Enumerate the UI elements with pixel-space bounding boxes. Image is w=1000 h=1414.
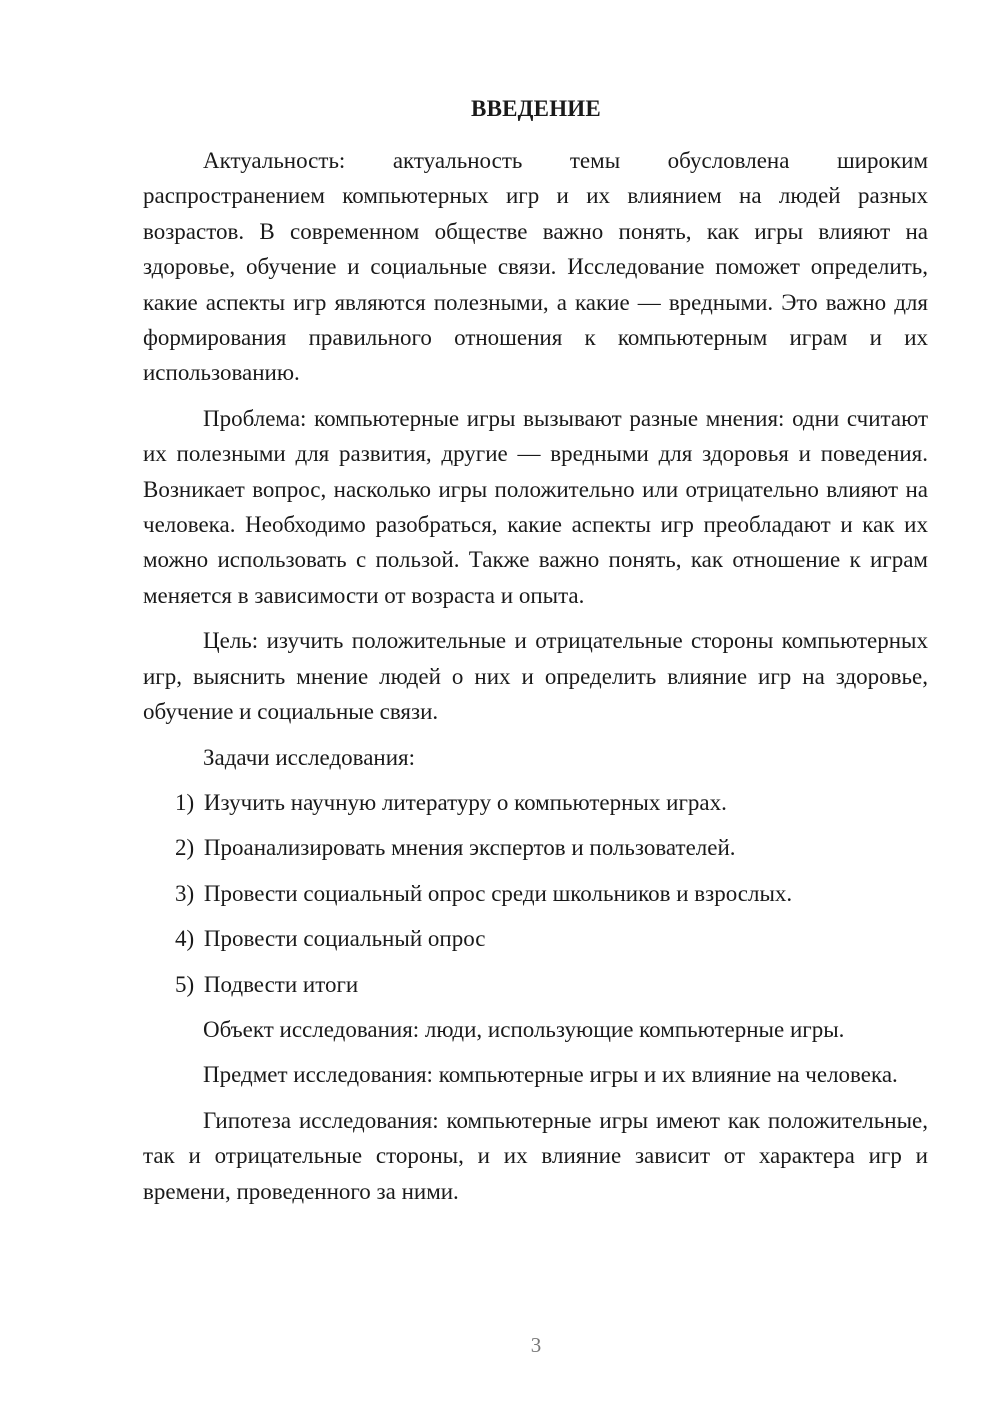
document-body bbox=[143, 143, 928, 1209]
object-paragraph: Объект исследования: люди, использующие компьютерные игры. bbox=[203, 1016, 845, 1042]
tasks-heading: Задачи исследования: bbox=[203, 744, 416, 770]
list-item bbox=[143, 785, 928, 820]
task-text: Подвести итоги bbox=[203, 971, 359, 997]
list-item bbox=[143, 921, 928, 956]
tasks-list bbox=[143, 785, 928, 1002]
goal-paragraph: Цель: изучить положительные и отрицательные стороны компьютерных игр, выяснить мнение людей о них и определить влияние игр на здоровье, обучение и социальные связи. bbox=[143, 628, 928, 725]
list-item bbox=[143, 830, 928, 865]
subject-paragraph: Предмет исследования: компьютерные игры и их влияние на человека. bbox=[203, 1062, 898, 1088]
hypothesis-paragraph: Гипотеза исследования: компьютерные игры имеют как положительные, так и отрицательные стороны, и их влияние зависит от характера игр и времени, проведенного за ними. bbox=[143, 1107, 928, 1204]
task-number: 1) bbox=[175, 789, 195, 815]
task-text: Проанализировать мнения экспертов и пользователей. bbox=[203, 835, 736, 861]
task-text: Провести социальный опрос среди школьников и взрослых. bbox=[203, 880, 793, 906]
task-text: Изучить научную литературу о компьютерных играх. bbox=[203, 789, 727, 815]
task-text: Провести социальный опрос bbox=[203, 926, 486, 952]
task-number: 3) bbox=[175, 880, 195, 906]
list-item bbox=[143, 876, 928, 911]
task-number: 4) bbox=[175, 926, 195, 952]
task-number: 2) bbox=[175, 835, 195, 861]
page-title: ВВЕДЕНИЕ bbox=[471, 96, 601, 121]
problem-paragraph: Проблема: компьютерные игры вызывают разные мнения: одни считают их полезными для развития, другие — вредными для здоровья и поведения. Возникает вопрос, насколько игры положительно или отрицательно влияют на человека. Необходимо разобраться, какие аспекты игр преобладают и как их можно использовать с пользой. Также важно понять, как отношение к играм меняется в зависимости от возраста и опыта. bbox=[143, 405, 928, 608]
task-number: 5) bbox=[175, 971, 195, 997]
list-item bbox=[143, 967, 928, 1002]
relevance-paragraph: Актуальность: актуальность темы обусловлена широким распространением компьютерных игр и их влиянием на людей разных возрастов. В современном обществе важно понять, как игры влияют на здоровье, обучение и социальные связи. Исследование поможет определить, какие аспекты игр являются полезными, а какие — вредными. Это важно для формирования правильного отношения к компьютерным играм и их использованию. bbox=[143, 148, 928, 386]
page-number: 3 bbox=[530, 1333, 542, 1357]
